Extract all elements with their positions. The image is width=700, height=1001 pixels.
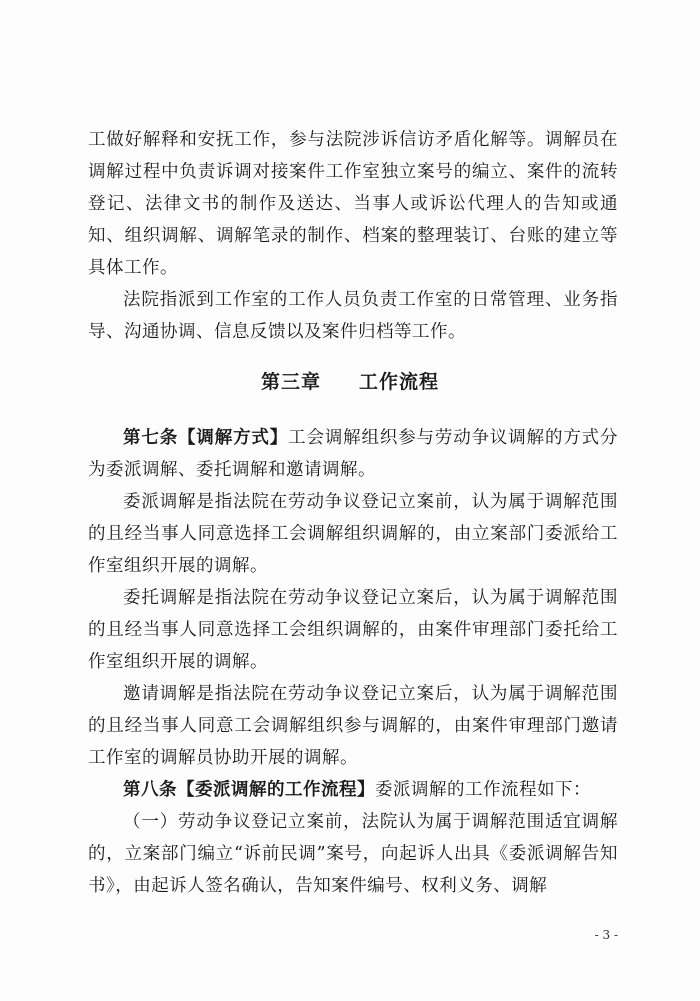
page-number: - 3 - — [594, 928, 618, 942]
article-8 — [88, 774, 618, 806]
paragraph-court-staff: 法院指派到工作室的工作人员负责工作室的日常管理、业务指导、沟通协调、信息反馈以及案件归档等工作。 — [88, 290, 618, 342]
top-text-block — [88, 124, 618, 348]
article-8-label: 第八条【委派调解的工作流程】 — [123, 780, 375, 800]
paragraph-yaoqing: 邀请调解是指法院在劳动争议登记立案后，认为属于调解范围的且经当事人同意工会调解组织参与调解的，由案件审理部门邀请工作室的调解员协助开展的调解。 — [88, 684, 618, 768]
paragraph-weipai: 委派调解是指法院在劳动争议登记立案前，认为属于调解范围的且经当事人同意选择工会调解组织调解的，由立案部门委派给工作室组织开展的调解。 — [88, 492, 618, 576]
article-8-item-1: （一）劳动争议登记立案前，法院认为属于调解范围适宜调解的，立案部门编立“诉前民调”案号，向起诉人出具《委派调解告知书》，由起诉人签名确认，告知案件编号、权利义务、调解 — [88, 812, 618, 896]
article-7-label: 第七条【调解方式】 — [123, 428, 289, 448]
article-7 — [88, 422, 618, 486]
article-7-text: 工会调解组织参与劳动争议调解的方式分为委派调解、委托调解和邀请调解。 — [88, 428, 619, 480]
chapter-heading — [0, 367, 700, 394]
paragraph-weituo: 委托调解是指法院在劳动争议登记立案后，认为属于调解范围的且经当事人同意选择工会组织调解的，由案件审理部门委托给工作室组织开展的调解。 — [88, 588, 618, 672]
paragraph-continuation: 工做好解释和安抚工作，参与法院涉诉信访矛盾化解等。调解员在调解过程中负责诉调对接案件工作室独立案号的编立、案件的流转登记、法律文书的制作及送达、当事人或诉讼代理人的告知或通知、组织调解、调解笔录的制作、档案的整理装订、台账的建立等具体工作。 — [88, 130, 618, 278]
chapter-number: 第三章 — [260, 371, 321, 393]
article-8-text: 委派调解的工作流程如下： — [375, 780, 591, 800]
chapter-title: 工作流程 — [359, 371, 440, 393]
main-text-block — [88, 422, 618, 902]
